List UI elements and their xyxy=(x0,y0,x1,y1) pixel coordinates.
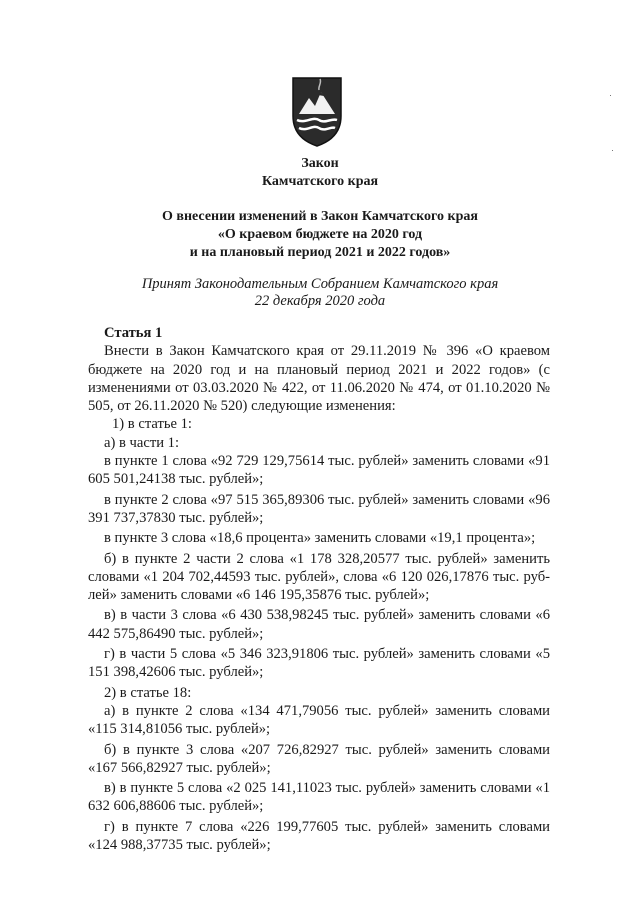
article-body xyxy=(88,324,550,854)
law-label: Закон xyxy=(301,156,339,171)
list-item: в) в части 3 слова «6 430 538,98245 тыс. рублей» заменить словами «6 442 575,86490 тыс. рублей»; xyxy=(88,607,550,642)
article-heading: Статья 1 xyxy=(104,325,163,341)
law-title xyxy=(0,208,640,262)
list-item: б) в пункте 2 части 2 слова «1 178 328,20577 тыс. рублей» заменить словами «1 204 702,44593 тыс. рублей», слова «6 120 026,17876 тыс. руб-лей» заменить словами «6 146 195,35876 тыс. рублей»; xyxy=(88,550,550,604)
list-item: г) в части 5 слова «5 346 323,91806 тыс. рублей» заменить словами «5 151 398,42606 тыс. рублей»; xyxy=(88,646,550,681)
list-item: б) в пункте 3 слова «207 726,82927 тыс. рублей» заменить словами «167 566,82927 тыс. рублей»; xyxy=(88,741,550,776)
article-intro: Внести в Закон Камчатского края от 29.11.2019 № 396 «О краевом бюджете на 2020 год и на плановый период 2021 и 2022 годов» (с изменениями от 03.03.2020 № 422, от 11.06.2020 № 474, от 01.10.2020 № 505, от 26.11.2020 № 520) следующие изменения: xyxy=(88,343,550,415)
list-item: в пункте 1 слова «92 729 129,75614 тыс. рублей» заменить словами «91 605 501,24138 тыс. рублей»; xyxy=(88,453,550,488)
law-heading xyxy=(0,155,640,191)
list-item: в) в пункте 5 слова «2 025 141,11023 тыс. рублей» заменить словами «1 632 606,88606 тыс. рублей»; xyxy=(88,780,550,815)
list-item: в пункте 3 слова «18,6 процента» заменить словами «19,1 процента»; xyxy=(104,530,536,547)
scan-speck xyxy=(610,95,611,96)
law-title-line: «О краевом бюджете на 2020 год xyxy=(217,227,423,242)
adoption-date: 22 декабря 2020 года xyxy=(254,293,386,309)
adoption-line: Принят Законодательным Собранием Камчатского края xyxy=(141,276,499,292)
scan-speck xyxy=(612,150,613,151)
adoption-note xyxy=(0,276,640,310)
law-title-line: и на плановый период 2021 и 2022 годов» xyxy=(189,245,451,260)
region-label: Камчатского края xyxy=(261,174,379,189)
list-item: г) в пункте 7 слова «226 199,77605 тыс. рублей» заменить словами «124 988,37735 тыс. рублей»; xyxy=(88,818,550,854)
kamchatka-coat-of-arms-emblem xyxy=(289,76,345,148)
list-item: а) в части 1: xyxy=(104,434,180,451)
law-title-line: О внесении изменений в Закон Камчатского края xyxy=(162,209,478,224)
list-item: а) в пункте 2 слова «134 471,79056 тыс. рублей» заменить словами «115 314,81056 тыс. рублей»; xyxy=(88,702,550,738)
list-item: в пункте 2 слова «97 515 365,89306 тыс. рублей» заменить словами «96 391 737,37830 тыс. рублей»; xyxy=(88,491,550,526)
list-item: 1) в статье 1: xyxy=(112,416,192,433)
list-item: 2) в статье 18: xyxy=(104,684,192,701)
